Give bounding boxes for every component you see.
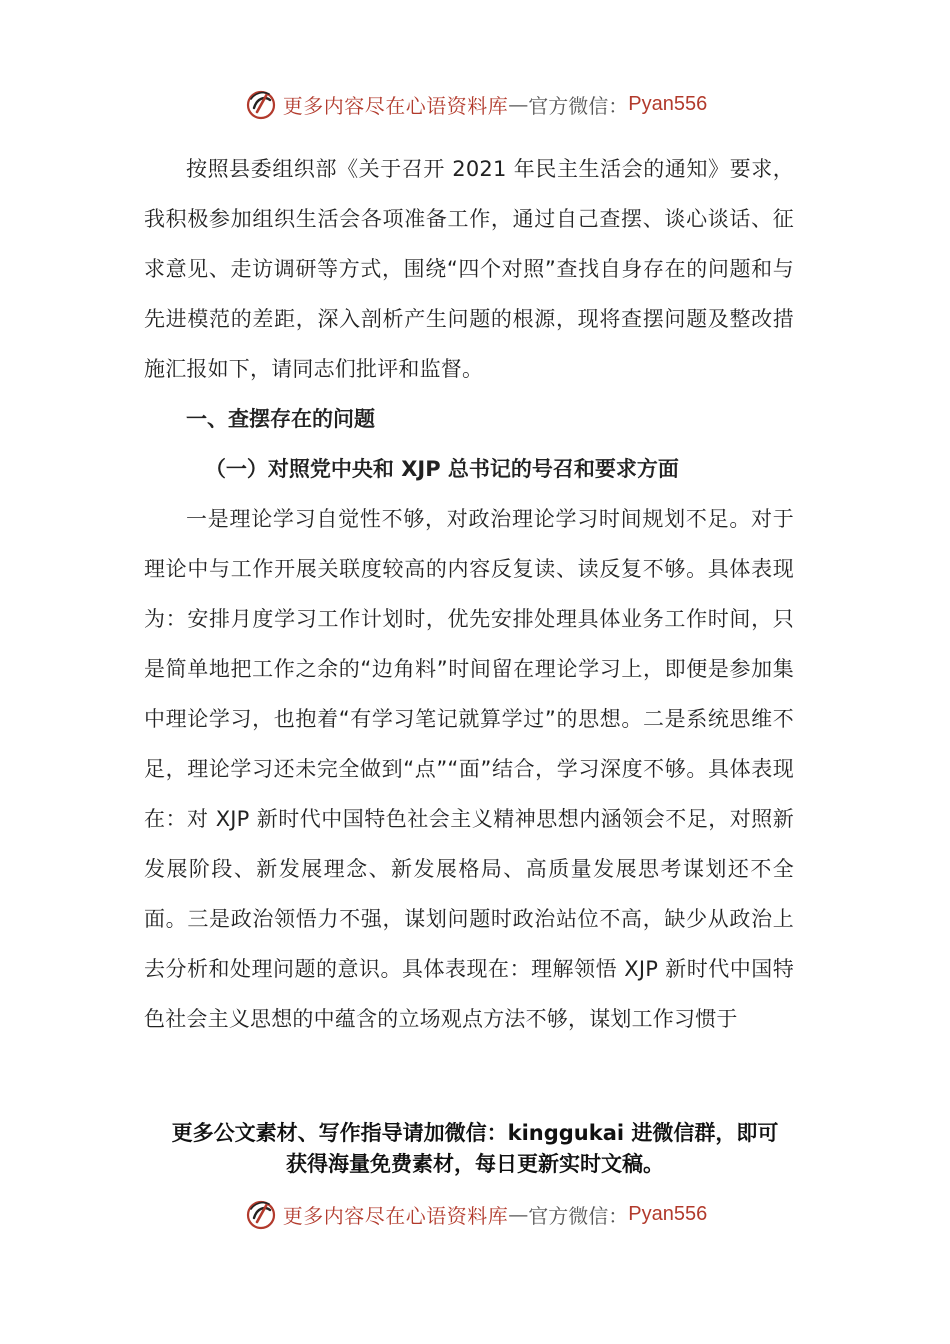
footer-watermark-banner — [0, 1194, 950, 1234]
banner-wechat-id: Pyan556 — [628, 92, 708, 115]
body-paragraph: 一是理论学习自觉性不够，对政治理论学习时间规划不足。对于理论中与工作开展关联度较高的内容反复读、读反复不够。具体表现为：安排月度学习工作计划时，优先安排处理具体业务工作时间，只是简单地把工作之余的“边角料”时间留在理论学习上，即便是参加集中理论学习，也抱着“有学习笔记就算学过”的思想。二是系统思维不足，理论学习还未完全做到“点”“面”结合，学习深度不够。具体表现在：对 XJP 新时代中国特色社会主义精神思想内涵领会不足，对照新发展阶段、新发展理念、新发展格局、高质量发展思考谋划还不全面。三是政治领悟力不强，谋划问题时政治站位不高，缺少从政治上去分析和处理问题的意识。具体表现在：理解领悟 XJP 新时代中国特色社会主义思想的中蕴含的立场观点方法不够，谋划工作习惯于 — [144, 507, 794, 1031]
banner-brand-text: 更多内容尽在心语资料库 — [282, 93, 509, 118]
brand-logo-icon — [243, 86, 279, 122]
footer-promo-note — [100, 1118, 850, 1180]
banner-official-label: 官方微信： — [528, 93, 629, 118]
footer-line-1: 更多公文素材、写作指导请加微信：kinggukai 进微信群，即可 — [171, 1121, 779, 1145]
header-watermark-banner — [0, 84, 950, 124]
banner-separator: — — [508, 92, 529, 116]
banner-separator: — — [508, 1202, 529, 1226]
banner-official-label: 官方微信： — [528, 1203, 629, 1228]
subsection-heading: （一）对照党中央和 XJP 总书记的号召和要求方面 — [204, 457, 679, 481]
document-body — [144, 144, 794, 1044]
footer-line-2: 获得海量免费素材，每日更新实时文稿。 — [286, 1152, 664, 1176]
banner-wechat-id: Pyan556 — [628, 1202, 708, 1225]
intro-paragraph: 按照县委组织部《关于召开 2021 年民主生活会的通知》要求，我积极参加组织生活会各项准备工作，通过自己查摆、谈心谈话、征求意见、走访调研等方式，围绕“四个对照”查找自身存在的问题和与先进模范的差距，深入剖析产生问题的根源，现将查摆问题及整改措施汇报如下，请同志们批评和监督。 — [144, 157, 794, 381]
banner-brand-text: 更多内容尽在心语资料库 — [282, 1203, 509, 1228]
section-heading: 一、查摆存在的问题 — [186, 407, 375, 431]
brand-logo-icon — [243, 1196, 279, 1232]
